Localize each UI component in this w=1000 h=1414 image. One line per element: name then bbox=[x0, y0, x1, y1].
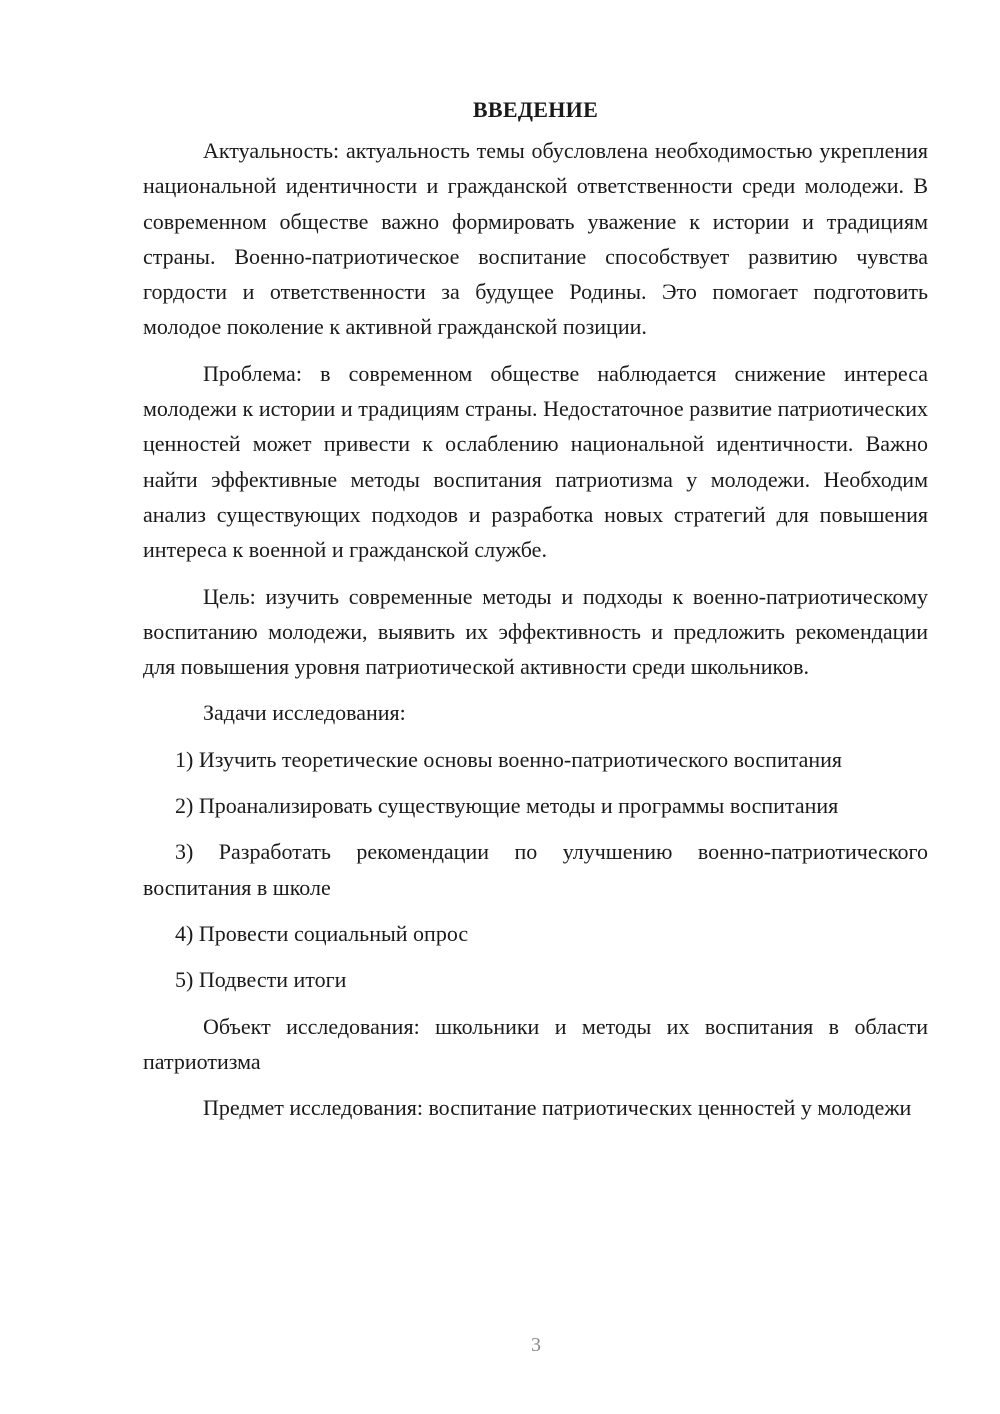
task-item: 2) Проанализировать существующие методы и программы воспитания bbox=[175, 793, 839, 819]
task-item: 1) Изучить теоретические основы военно-патриотического воспитания bbox=[175, 746, 843, 772]
task-item: 5) Подвести итоги bbox=[175, 967, 347, 993]
tasks-heading: Задачи исследования: bbox=[203, 700, 406, 726]
section-title: ВВЕДЕНИЕ bbox=[472, 97, 599, 122]
task-item: 4) Провести социальный опрос bbox=[175, 920, 469, 946]
page-content bbox=[143, 90, 928, 1136]
paragraph-problem: Проблема: в современном обществе наблюдается снижение интереса молодежи к истории и традициям страны. Недостаточное развитие патриотических ценностей может привести к ослаблению национальной идентичности. Важно найти эффективные методы воспитания патриотизма у молодежи. Необходим анализ существующих подходов и разработка новых стратегий для повышения интереса к военной и гражданской службе. bbox=[143, 360, 928, 563]
task-item: 3) Разработать рекомендации по улучшению военно-патриотического воспитания в школе bbox=[143, 839, 928, 900]
paragraph-object: Объект исследования: школьники и методы их воспитания в области патриотизма bbox=[143, 1013, 928, 1074]
page-number: 3 bbox=[531, 1334, 541, 1356]
paragraph-subject: Предмет исследования: воспитание патриотических ценностей у молодежи bbox=[203, 1095, 912, 1121]
paragraph-goal: Цель: изучить современные методы и подходы к военно-патриотическому воспитанию молодежи, выявить их эффективность и предложить рекомендации для повышения уровня патриотической активности среди школьников. bbox=[143, 583, 928, 680]
paragraph-relevance: Актуальность: актуальность темы обусловлена необходимостью укрепления национальной идентичности и гражданской ответственности среди молодежи. В современном обществе важно формировать уважение к истории и традициям страны. Военно-патриотическое воспитание способствует развитию чувства гордости и ответственности за будущее Родины. Это помогает подготовить молодое поколение к активной гражданской позиции. bbox=[143, 138, 928, 340]
